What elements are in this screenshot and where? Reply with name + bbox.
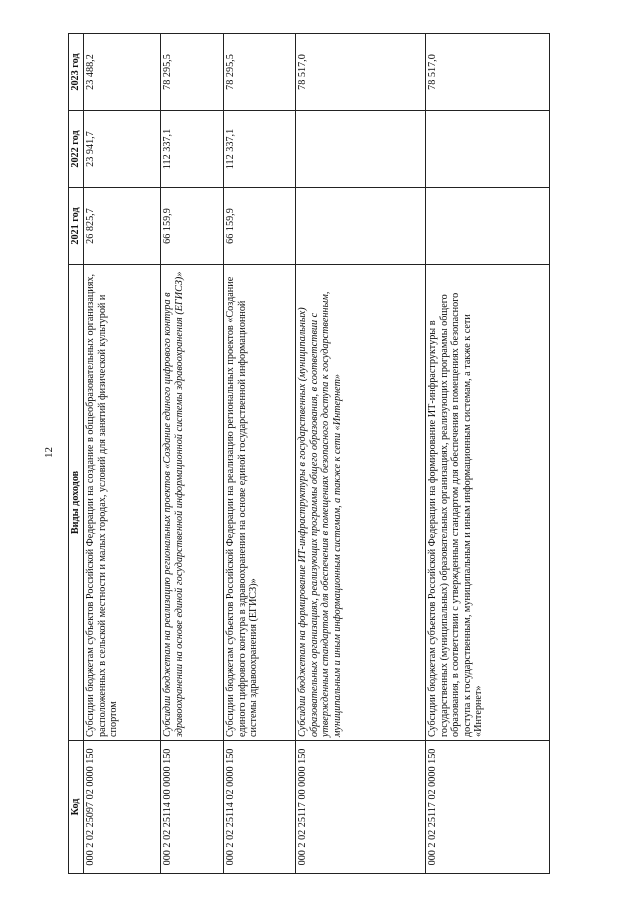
table-row (224, 34, 296, 874)
value-2022-cell: 112 337,1 (224, 111, 296, 188)
table-row (84, 34, 161, 874)
code-cell: 000 2 02 25117 00 0000 150 (296, 741, 426, 874)
header-2022: 2022 год (69, 111, 84, 188)
header-2021: 2021 год (69, 188, 84, 265)
value-2023-cell: 78 517,0 (426, 34, 550, 111)
value-2023-cell: 23 488,2 (84, 34, 161, 111)
header-2023: 2023 год (69, 34, 84, 111)
description-cell: Субсидии бюджетам субъектов Российской Федерации на реализацию региональных проектов «Создание единого цифрового контура в здравоохранении на основе единой государственной информационной системы здравоохранения (ЕГИСЗ)» (224, 265, 296, 741)
value-2021-cell (426, 188, 550, 265)
description-cell: Субсидии бюджетам субъектов Российской Федерации на создание в общеобразовательных организациях, расположенных в сельской местности и малых городах, условий для занятий физической культурой и спортом (84, 265, 161, 741)
value-2021-cell: 66 159,9 (224, 188, 296, 265)
code-cell: 000 2 02 25097 02 0000 150 (84, 741, 161, 874)
header-revenue-type: Виды доходов (69, 265, 84, 741)
value-2022-cell: 112 337,1 (161, 111, 224, 188)
code-cell: 000 2 02 25114 02 0000 150 (224, 741, 296, 874)
table-row (296, 34, 426, 874)
code-cell: 000 2 02 25117 02 0000 150 (426, 741, 550, 874)
budget-sheet (68, 34, 488, 874)
description-cell: Субсидии бюджетам на реализацию региональных проектов «Создание единого цифрового контура в здравоохранении на основе единой государственной информационной системы здравоохранения (ЕГИСЗ)» (161, 265, 224, 741)
value-2023-cell: 78 295,5 (224, 34, 296, 111)
value-2021-cell: 26 825,7 (84, 188, 161, 265)
table-row (161, 34, 224, 874)
code-cell: 000 2 02 25114 00 0000 150 (161, 741, 224, 874)
description-cell: Субсидии бюджетам субъектов Российской Федерации на формирование ИТ-инфраструктуры в государственных (муниципальных) образовательных организациях, реализующих программы общего образования, в соответствии с утвержденным стандартом для обеспечения в помещениях безопасного доступа к государственным, муниципальным и иным информационным системам, а также к сети «Интернет» (426, 265, 550, 741)
value-2021-cell: 66 159,9 (161, 188, 224, 265)
value-2023-cell: 78 517,0 (296, 34, 426, 111)
page-number: 12 (43, 447, 55, 458)
value-2021-cell (296, 188, 426, 265)
description-cell: Субсидии бюджетам на формирование ИТ-инфраструктуры в государственных (муниципальных) образовательных организациях, реализующих программы общего образования, в соответствии с утвержденным стандартом для обеспечения в помещениях безопасного доступа к государственным, муниципальным и иным информационным системам, а также к сети «Интернет» (296, 265, 426, 741)
value-2022-cell (426, 111, 550, 188)
revenue-table (68, 33, 550, 874)
table-header-row (69, 34, 84, 874)
value-2022-cell (296, 111, 426, 188)
value-2023-cell: 78 295,5 (161, 34, 224, 111)
header-code: Код (69, 741, 84, 874)
value-2022-cell: 23 941,7 (84, 111, 161, 188)
table-row (426, 34, 550, 874)
